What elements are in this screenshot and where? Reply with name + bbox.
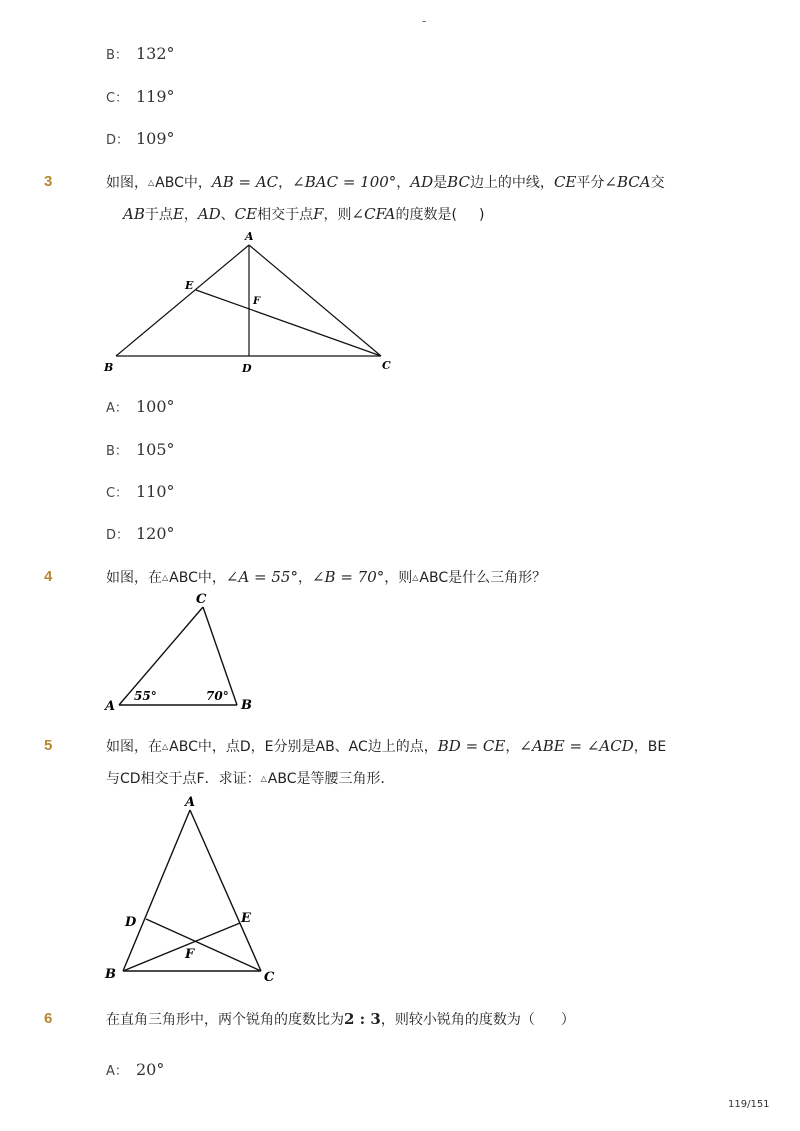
text: 边上的中线， (469, 175, 554, 191)
triangle-symbol: △ (412, 573, 419, 582)
math: AD (410, 173, 434, 191)
text: ABC中， (169, 570, 226, 586)
segment-ac (249, 245, 381, 356)
option-value: 120° (136, 524, 175, 543)
label-b: B (241, 698, 252, 713)
page-number: 119/151 (728, 1099, 770, 1110)
label-b: B (104, 361, 114, 374)
text: 于点 (144, 207, 173, 223)
label-d: D (242, 362, 252, 375)
text: 、 (220, 207, 235, 223)
label-c: C (196, 592, 207, 607)
text: ) (478, 207, 485, 223)
segment-ab (123, 810, 190, 971)
segment-ac (190, 810, 261, 971)
math: E (172, 205, 184, 223)
segment-ac (119, 607, 203, 705)
segment-ce (196, 290, 381, 356)
math: ∠B = 70° (311, 568, 385, 586)
text: 的度数是( (395, 207, 457, 223)
triangle-symbol: △ (162, 573, 169, 582)
text: ， (396, 175, 411, 191)
text: ，则 (323, 207, 352, 223)
option-value: 100° (136, 397, 175, 416)
math: ∠CFA (351, 205, 396, 223)
text: ， (297, 570, 312, 586)
text: 如图，在 (106, 739, 162, 755)
triangle-symbol: △ (162, 742, 169, 751)
math: BD = CE (437, 737, 506, 755)
q3-option-b[interactable] (106, 440, 175, 459)
triangle-symbol: △ (260, 774, 267, 783)
q5-stem-line-1 (106, 736, 666, 756)
math: ∠ABE = ∠ACD (519, 737, 634, 755)
text: ABC中，点D，E分别是AB、AC边上的点， (169, 739, 438, 755)
option-value: 132° (136, 44, 175, 63)
math: BC (447, 173, 470, 191)
text: 交 (650, 175, 665, 191)
text: ， (505, 739, 520, 755)
option-value: 110° (136, 482, 175, 501)
angle-a-label: 55° (134, 689, 157, 703)
option-key: D： (106, 133, 130, 148)
label-c: C (264, 970, 275, 985)
math: ∠A = 55° (225, 568, 298, 586)
option-key: C： (106, 91, 129, 106)
label-a: A (105, 699, 116, 714)
text: ABC是什么三角形？ (419, 570, 547, 586)
text: 相交于点 (257, 207, 314, 223)
text: 平分 (576, 175, 605, 191)
segment-cd (146, 919, 261, 971)
math: ∠BCA (604, 173, 651, 191)
option-key: C： (106, 486, 129, 501)
label-b: B (105, 967, 116, 982)
q6-stem (106, 1009, 575, 1029)
math: AD (197, 205, 221, 223)
segment-ab (116, 245, 249, 356)
header-mark: - (422, 14, 427, 28)
option-key: B： (106, 444, 128, 459)
triangle-symbol: △ (148, 178, 155, 187)
math: CE (553, 173, 577, 191)
option-value: 105° (136, 440, 175, 459)
text: 如图，在 (106, 570, 162, 586)
question-number-4: 4 (44, 568, 53, 585)
label-e: E (241, 911, 251, 926)
text: ，BE (633, 739, 667, 755)
text: ABC是等腰三角形． (267, 771, 395, 787)
option-value: 119° (136, 87, 175, 106)
math: 2 : 3 (344, 1010, 381, 1028)
text: 是 (433, 175, 448, 191)
option-key: B： (106, 48, 128, 63)
text: 在直角三角形中，两个锐角的度数比为 (106, 1012, 344, 1028)
q5-stem-line-2 (106, 768, 394, 788)
label-c: C (382, 359, 391, 372)
option-value: 20° (136, 1060, 165, 1079)
text: 如图， (106, 175, 148, 191)
option-key: A： (106, 401, 128, 416)
text: ，则较小锐角的度数为（ (380, 1012, 535, 1028)
label-e: E (185, 279, 194, 292)
q3-option-a[interactable] (106, 397, 175, 416)
q3-option-d[interactable] (106, 524, 175, 543)
q4-stem (106, 567, 546, 587)
q3-option-c[interactable] (106, 482, 175, 501)
text: ， (278, 175, 293, 191)
label-d: D (125, 915, 137, 930)
math: AB = AC (211, 173, 279, 191)
math: AB (123, 205, 145, 223)
angle-b-label: 70° (206, 689, 229, 703)
question-number-3: 3 (44, 173, 53, 190)
math: ∠BAC = 100° (292, 173, 397, 191)
text: ABC中， (155, 175, 212, 191)
option-key: D： (106, 528, 130, 543)
text: ， (183, 207, 198, 223)
label-f: F (185, 947, 195, 962)
label-f: F (253, 296, 261, 307)
math: CE (234, 205, 258, 223)
option-value: 109° (136, 129, 175, 148)
text: ，则 (384, 570, 413, 586)
label-a: A (245, 230, 254, 243)
q6-option-a[interactable] (106, 1060, 164, 1079)
question-number-5: 5 (44, 737, 53, 754)
label-a: A (185, 795, 196, 810)
text: ） (560, 1012, 575, 1028)
math: F (313, 205, 324, 223)
option-key: A： (106, 1064, 128, 1079)
text: 与CD相交于点F．求证： (106, 771, 261, 787)
question-number-6: 6 (44, 1010, 53, 1027)
